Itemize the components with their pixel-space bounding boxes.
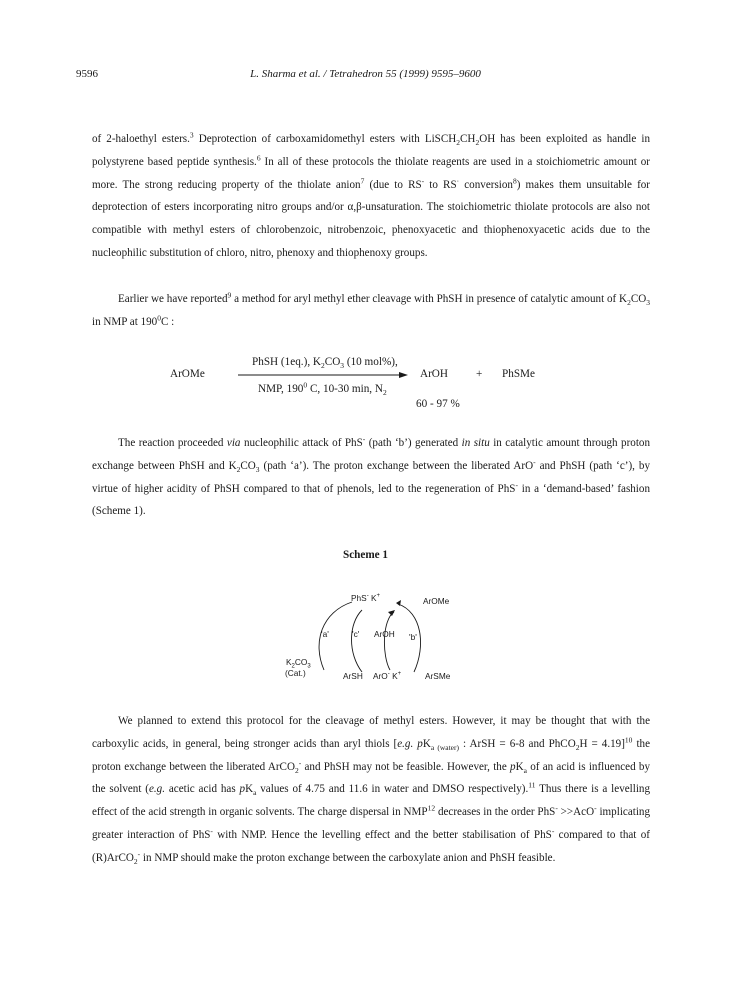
label-path-a: 'a' xyxy=(321,629,329,639)
reaction-conditions-above: PhSH (1eq.), $K_2CO_3$ (10 mol%), xyxy=(252,356,398,371)
label-arome: ArOMe xyxy=(423,596,450,606)
path-c-right-arc xyxy=(384,612,394,670)
product-aroh: ArOH xyxy=(420,368,448,380)
paragraph-2: Earlier we have reported$^9$ a method for aryl methyl ether cleavage with PhSH in presence of catalytic amount of $K_2CO_3$ in NMP at $190^0C$ : xyxy=(92,290,650,328)
label-phs-k: PhS- K+ xyxy=(351,593,381,603)
yield-range: 60 - 97 % xyxy=(416,398,460,410)
plus-sign: + xyxy=(476,368,483,380)
path-c-left-arc xyxy=(352,610,363,672)
label-arsh: ArSH xyxy=(343,671,363,681)
reaction-conditions-below: NMP, $190^0$ C, 10-30 min, $N_2$ xyxy=(258,380,387,398)
paragraph-4: We planned to extend this protocol for the cleavage of methyl esters. However, it may be thought that with the carboxylic acids, in general, being stronger acids than aryl thiols [e.g. $pK_{a (water)}$ : ArSH = 6-8 and PhCO$_2$H = 4.19]$^{10}$ the proton exchange between the liberated ArCO$_2$- and PhSH may not be feasible. However, the $pK_a$ of an acid is influenced by the solvent (e.g. acetic acid has $pK_a$ values of 4.75 and 11.6 in water and DMSO respectively).$^{11}$ Thus there is a levelling effect of the acid strength in organic solvents. The charge dispersal in NMP$^{12}$ decreases in the order PhS- >>AcO- implicating greater interaction of PhS- with NMP. Hence the levelling effect and the better stabilisation of PhS- compared to that of (R)ArCO$_2$- in NMP should make the proton exchange between the carboxylate anion and PhSH feasible. xyxy=(92,715,651,866)
running-head: L. Sharma et al. / Tetrahedron 55 (1999) 9595–9600 xyxy=(250,68,481,80)
label-k2co3: $K_2CO_3$ xyxy=(286,657,311,670)
paragraph-1: of 2-haloethyl esters.$^3$ Deprotection of carboxamidomethyl esters with $LiSCH_2CH_2OH$ has been exploited as handle in polystyrene based peptide synthesis.$^6$ In all of these protocols the thiolate reagents are used in a stoichiometric amount or more. The strong reducing property of the thiolate anion$^7$ (due to RS- to RS· conversion$^8$) makes them unsuitable for deprotection of esters incorporating nitro groups and/or α,β-unsaturation. The stoichiometric thiolate protocols are also not compatible with methyl esters of chlorobenzoic, nitrobenzoic, phenoxyacetic and thiophenoxyacetic acids due to the nucleophilic substitution of chloro, nitro, phenoxy and thiophenoxy groups. xyxy=(92,130,651,259)
label-arsme: ArSMe xyxy=(425,671,451,681)
page-number: 9596 xyxy=(76,68,98,80)
scheme-title: Scheme 1 xyxy=(342,549,389,561)
product-phsme: PhSMe xyxy=(502,368,535,380)
label-path-b: 'b' xyxy=(409,632,417,642)
label-aroh: ArOH xyxy=(374,629,395,639)
paragraph-3: The reaction proceeded via nucleophilic attack of PhS- (path ‘b’) generated in situ in catalytic amount through proton exchange between PhSH and $K_2CO_3$ (path ‘a’). The proton exchange between the liberated ArO- and PhSH (path ‘c’), by virtue of higher acidity of PhSH compared to that of phenols, led to the regeneration of PhS- in a ‘demand-based’ fashion (Scheme 1). xyxy=(92,434,651,518)
label-cat: (Cat.) xyxy=(285,668,306,678)
scheme-arrowheads xyxy=(388,600,401,616)
label-aro-k: ArO- K+ xyxy=(373,671,402,681)
reactant-arome: ArOMe xyxy=(170,368,205,380)
label-path-c: 'c' xyxy=(352,629,360,639)
reaction-arrow xyxy=(238,370,408,380)
